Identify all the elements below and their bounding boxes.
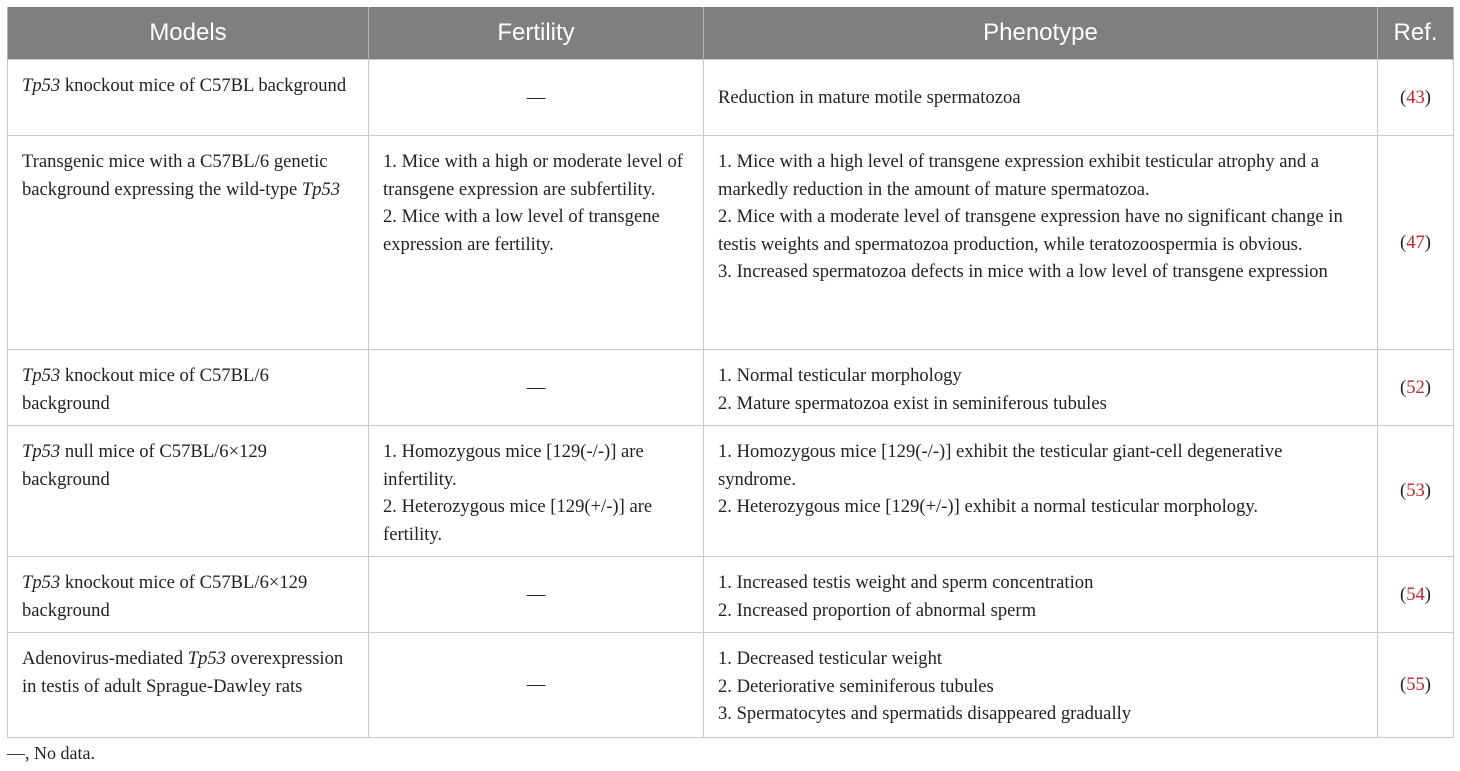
footnote-symbol: —: [7, 743, 25, 763]
table-row: [8, 350, 1454, 426]
model-text: null mice of C57BL/6×129 background: [22, 441, 267, 490]
gene-name: Tp53: [22, 365, 61, 386]
header-fertility: Fertility: [369, 7, 704, 60]
header-phenotype: Phenotype: [704, 7, 1378, 60]
ref-open: (: [1400, 231, 1407, 253]
model-text: knockout mice of C57BL/6 background: [22, 365, 269, 414]
fertility-line: 1. Mice with a high or moderate level of transgene expression are subfertility.: [383, 151, 683, 200]
phenotype-line: 2. Heterozygous mice [129(+/-)] exhibit a normal testicular morphology.: [718, 496, 1259, 518]
phenotype-cell: [704, 60, 1378, 136]
ref-link[interactable]: 54: [1406, 583, 1425, 605]
ref-close: ): [1424, 376, 1431, 398]
ref-cell: [1378, 60, 1454, 136]
phenotype-cell: [704, 350, 1378, 426]
ref-close: ): [1424, 583, 1431, 605]
ref-close: ): [1424, 86, 1431, 108]
phenotype-line: 1. Homozygous mice [129(-/-)] exhibit the testicular giant-cell degenerative syndrome.: [718, 441, 1283, 490]
table-header: [8, 7, 1454, 60]
phenotype-line: 1. Normal testicular morphology: [718, 365, 962, 386]
phenotype-line: 1. Decreased testicular weight: [718, 648, 943, 669]
table-row: [8, 60, 1454, 136]
model-cell: [8, 426, 369, 557]
ref-cell: [1378, 557, 1454, 633]
phenotype-line: 1. Increased testis weight and sperm concentration: [718, 572, 1094, 593]
phenotype-line: 3. Spermatocytes and spermatids disappeared gradually: [718, 703, 1132, 725]
fertility-cell: —: [369, 60, 704, 136]
phenotype-cell: [704, 426, 1378, 557]
ref-cell: [1378, 633, 1454, 738]
table-footnote: [7, 743, 95, 764]
ref-cell: [1378, 350, 1454, 426]
fertility-line: 1. Homozygous mice [129(-/-)] are infertility.: [383, 441, 644, 490]
fertility-cell: [369, 426, 704, 557]
ref-cell: [1378, 136, 1454, 350]
table-row: [8, 633, 1454, 738]
model-cell: [8, 136, 369, 350]
ref-link[interactable]: 55: [1406, 674, 1425, 696]
footnote-text: , No data.: [25, 743, 95, 763]
ref-open: (: [1400, 86, 1407, 108]
gene-name: Tp53: [187, 648, 226, 669]
table-row: [8, 557, 1454, 633]
phenotype-cell: [704, 136, 1378, 350]
fertility-cell: —: [369, 557, 704, 633]
phenotype-cell: [704, 557, 1378, 633]
ref-cell: [1378, 426, 1454, 557]
table-row: [8, 136, 1454, 350]
header-ref: Ref.: [1378, 7, 1454, 60]
phenotype-line: 1. Mice with a high level of transgene expression exhibit testicular atrophy and a markedly reduction in the amount of mature spermatozoa.: [718, 151, 1320, 200]
model-cell: [8, 350, 369, 426]
fertility-cell: —: [369, 633, 704, 738]
ref-link[interactable]: 43: [1406, 86, 1425, 108]
ref-link[interactable]: 47: [1406, 231, 1425, 253]
gene-name: Tp53: [22, 572, 61, 593]
fertility-cell: —: [369, 350, 704, 426]
model-cell: [8, 557, 369, 633]
ref-open: (: [1400, 480, 1407, 502]
ref-link[interactable]: 52: [1406, 376, 1425, 398]
gene-name: Tp53: [22, 441, 61, 462]
ref-open: (: [1400, 583, 1407, 605]
fertility-cell: [369, 136, 704, 350]
fertility-line: 2. Heterozygous mice [129(+/-)] are fertility.: [383, 496, 653, 545]
ref-link[interactable]: 53: [1406, 480, 1425, 502]
model-text: overexpression in testis of adult Sprague-Dawley rats: [22, 648, 344, 697]
phenotype-line: 3. Increased spermatozoa defects in mice with a low level of transgene expression: [718, 261, 1328, 283]
model-text: knockout mice of C57BL/6×129 background: [22, 572, 308, 621]
fertility-line: 2. Mice with a low level of transgene expression are fertility.: [383, 206, 660, 255]
gene-name: Tp53: [22, 75, 61, 96]
model-text: Adenovirus-mediated: [22, 648, 188, 669]
model-text: knockout mice of C57BL background: [60, 75, 347, 96]
data-table: [7, 7, 1454, 738]
phenotype-cell: [704, 633, 1378, 738]
phenotype-line: Reduction in mature motile spermatozoa: [718, 86, 1021, 108]
ref-open: (: [1400, 674, 1407, 696]
model-cell: [8, 633, 369, 738]
ref-close: ): [1424, 480, 1431, 502]
table-row: [8, 426, 1454, 557]
ref-close: ): [1424, 231, 1431, 253]
ref-close: ): [1424, 674, 1431, 696]
ref-open: (: [1400, 376, 1407, 398]
gene-name: Tp53: [301, 178, 341, 200]
model-cell: [8, 60, 369, 136]
phenotype-line: 2. Increased proportion of abnormal sperm: [718, 599, 1037, 621]
header-models: Models: [8, 7, 369, 60]
phenotype-line: 2. Deteriorative seminiferous tubules: [718, 675, 994, 697]
phenotype-line: 2. Mature spermatozoa exist in seminiferous tubules: [718, 392, 1107, 414]
phenotype-line: 2. Mice with a moderate level of transgene expression have no significant change in testis weights and spermatozoa production, while teratozoospermia is obvious.: [718, 206, 1343, 255]
model-text: Transgenic mice with a C57BL/6 genetic background expressing the wild-type: [22, 151, 328, 200]
